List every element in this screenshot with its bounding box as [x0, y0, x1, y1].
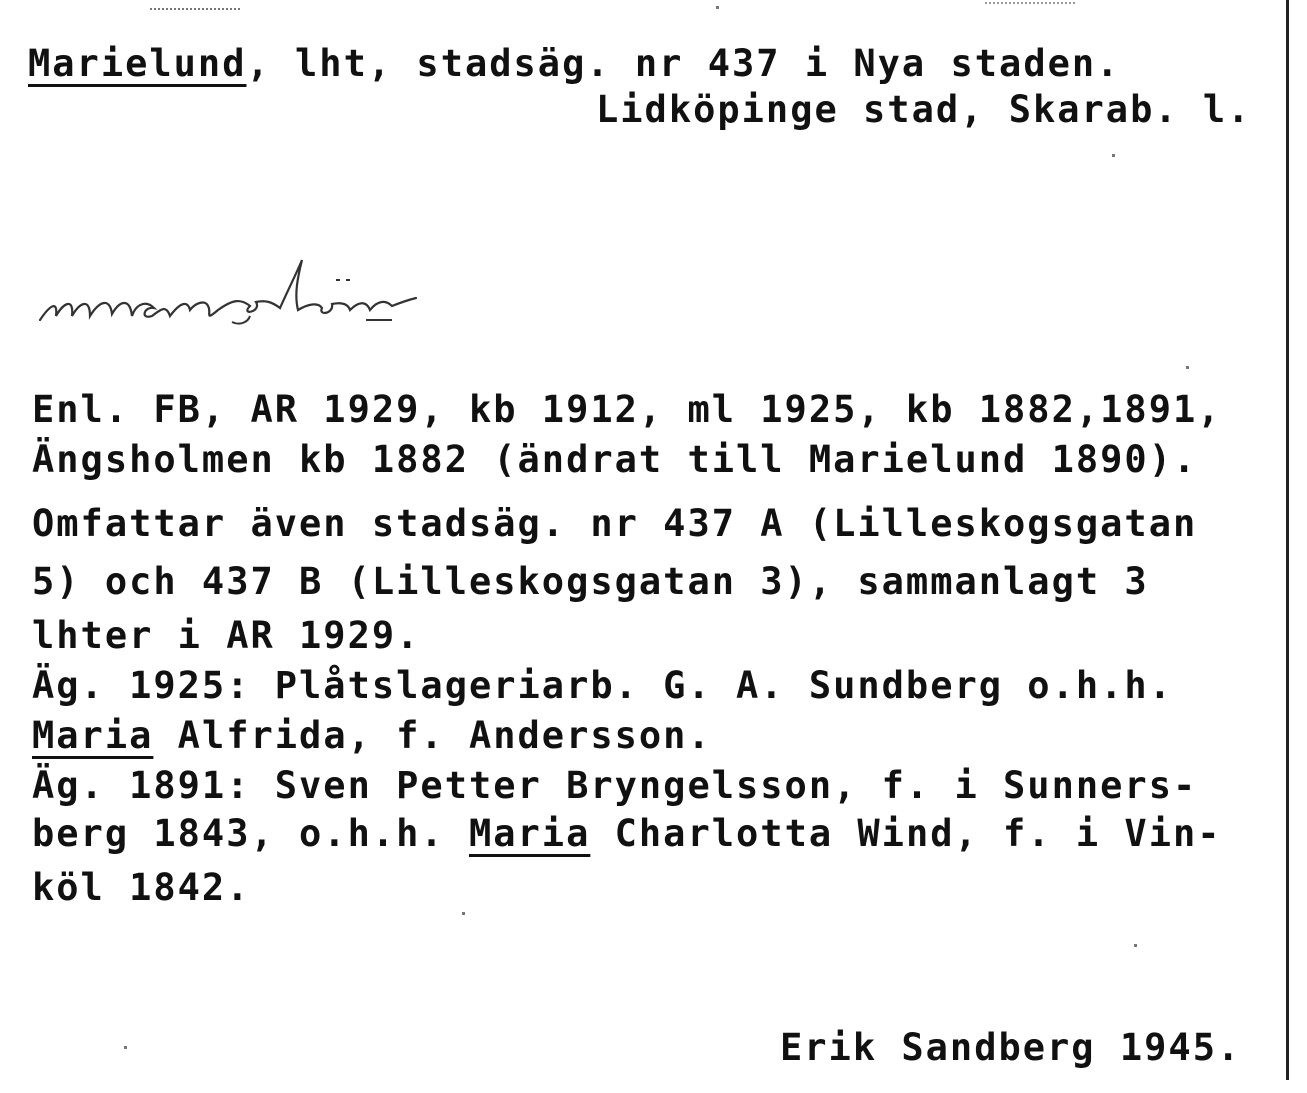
signature: Erik Sandberg 1945. [780, 1026, 1242, 1069]
handwritten-note [36, 250, 556, 340]
sources-line-1: Enl. FB, AR 1929, kb 1912, ml 1925, kb 1882,1891, [32, 388, 1222, 431]
owners-1925-line-1: Äg. 1925: Plåtslageriarb. G. A. Sundberg o.h.h. [32, 664, 1173, 707]
owners-1891-line-2 [32, 812, 1222, 856]
owners-1925-line-2 [32, 714, 712, 758]
header-line-2: Lidköpinge stad, Skarab. l. [596, 88, 1252, 131]
owners-1891-line-1: Äg. 1891: Sven Petter Bryngelsson, f. i Sunners- [32, 764, 1198, 807]
speck [716, 6, 719, 9]
owners-1891-line-2-post: Charlotta Wind, f. i Vin- [590, 812, 1222, 855]
scope-line-1: Omfattar även stadsäg. nr 437 A (Lilleskogsgatan [32, 502, 1198, 545]
scope-line-2: 5) och 437 B (Lilleskogsgatan 3), sammanlagt 3 [32, 560, 1149, 603]
speck [124, 1046, 127, 1049]
owners-1891-line-3: köl 1842. [32, 866, 251, 909]
speck [1186, 366, 1189, 369]
card-right-edge [1286, 0, 1289, 1080]
header-line-1 [28, 42, 1120, 86]
owner-name-underlined: Maria [468, 812, 591, 855]
handwritten-text: marzolöw [36, 250, 41, 251]
sources-line-2: Ängsholmen kb 1882 (ändrat till Marielund 1890). [32, 438, 1198, 481]
header-line-1-rest: , lht, stadsäg. nr 437 i Nya staden. [246, 42, 1121, 85]
owners-1891-line-2-pre: berg 1843, o.h.h. [32, 812, 469, 855]
speck [462, 912, 465, 915]
card-top-edge-mark [985, 2, 1075, 5]
speck [1112, 154, 1115, 157]
scope-line-3: lhter i AR 1929. [32, 614, 421, 657]
owner-name-underlined: Maria [32, 714, 154, 757]
speck [1134, 944, 1137, 947]
place-name: Marielund [28, 42, 247, 85]
card-top-edge-mark [150, 8, 240, 11]
owners-1925-line-2-rest: Alfrida, f. Andersson. [153, 714, 712, 757]
